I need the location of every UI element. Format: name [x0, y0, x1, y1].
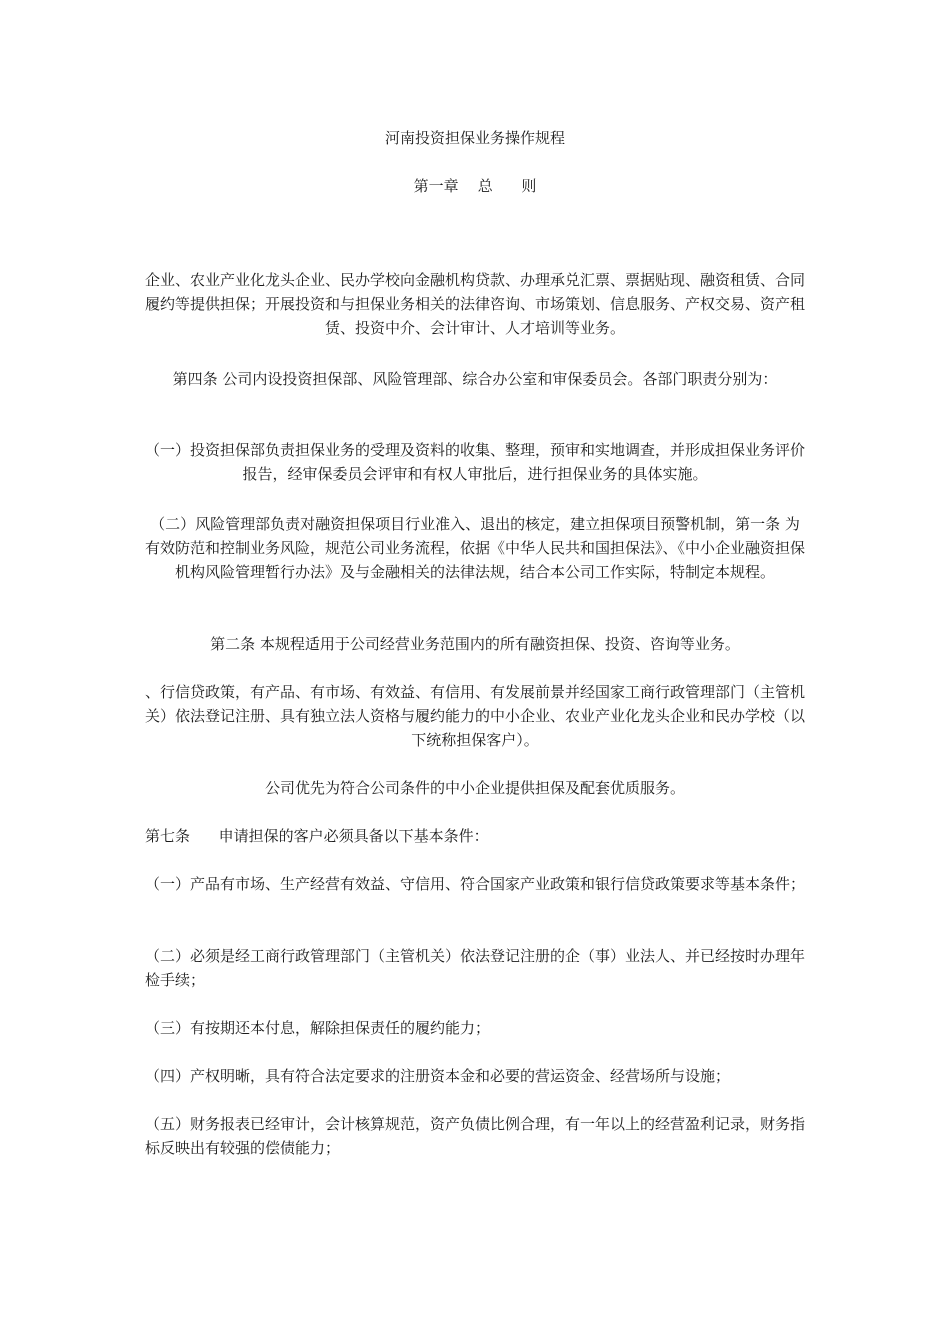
document-title: 河南投资担保业务操作规程 [384, 129, 565, 147]
paragraph-item-2-risk-dept: （二）风险管理部负责对融资担保项目行业准入、退出的核定，建立担保项目预警机制，第一条 为有效防范和控制业务风险，规范公司业务流程，依据《中华人民共和国担保法》、《中小企业融资担保机构风险管理暂行办法》及与金融相关的法律法规，结合本公司工作实际，特制定本规程。 [145, 515, 806, 581]
paragraph-condition-3: （三）有按期还本付息，解除担保责任的履约能力； [145, 1019, 491, 1037]
paragraph-condition-4: （四）产权明晰，具有符合法定要求的注册资本金和必要的营运资金、经营场所与设施； [145, 1067, 731, 1085]
paragraph-article-7: 第七条 申请担保的客户必须具备以下基本条件： [145, 827, 489, 845]
paragraph-item-1-investment-dept: （一）投资担保部负责担保业务的受理及资料的收集、整理，预审和实地调查，并形成担保业务评价报告，经审保委员会评审和有权人审批后，进行担保业务的具体实施。 [145, 441, 806, 483]
paragraph-condition-1: （一）产品有市场、生产经营有效益、守信用、符合国家产业政策和银行信贷政策要求等基本条件； [145, 875, 806, 893]
paragraph-article-4: 第四条 公司内设投资担保部、风险管理部、综合办公室和审保委员会。各部门职责分别为： [172, 370, 778, 388]
paragraph-condition-2: （二）必须是经工商行政管理部门（主管机关）依法登记注册的企（事）业法人、并已经按时办理年检手续； [145, 947, 806, 989]
paragraph-condition-5: （五）财务报表已经审计，会计核算规范，资产负债比例合理，有一年以上的经营盈利记录，财务指标反映出有较强的偿债能力； [145, 1115, 806, 1157]
paragraph-article-2: 第二条 本规程适用于公司经营业务范围内的所有融资担保、投资、咨询等业务。 [210, 635, 740, 653]
paragraph-business-scope: 企业、农业产业化龙头企业、民办学校向金融机构贷款、办理承兑汇票、票据贴现、融资租赁、合同履约等提供担保；开展投资和与担保业务相关的法律咨询、市场策划、信息服务、产权交易、资产租赁、投资中介、会计审计、人才培训等业务。 [145, 271, 806, 337]
paragraph-priority-service: 公司优先为符合公司条件的中小企业提供担保及配套优质服务。 [264, 779, 685, 797]
paragraph-client-scope: 、行信贷政策，有产品、有市场、有效益、有信用、有发展前景并经国家工商行政管理部门（主管机关）依法登记注册、具有独立法人资格与履约能力的中小企业、农业产业化龙头企业和民办学校（以下统称担保客户）。 [145, 683, 806, 749]
chapter-heading: 第一章 总 则 [413, 177, 537, 195]
